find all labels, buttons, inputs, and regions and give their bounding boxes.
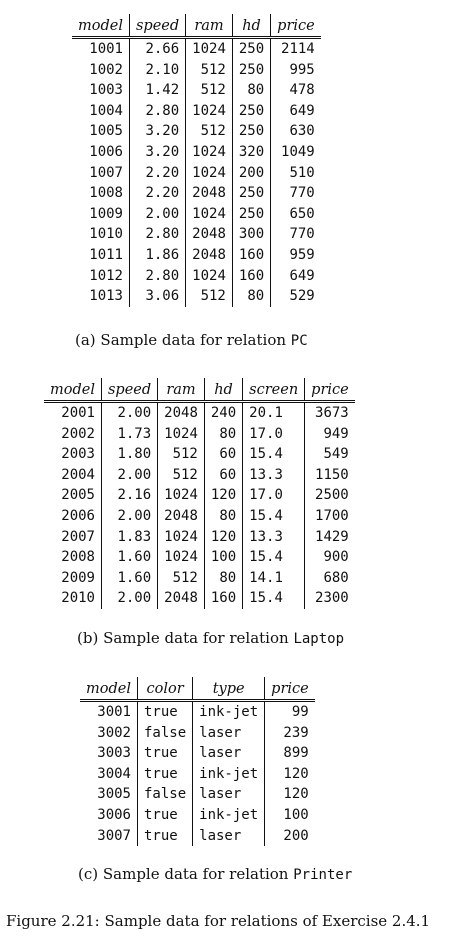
cell-ram: 1024	[158, 485, 205, 506]
cell-price: 2500	[305, 485, 355, 506]
column-header-color: color	[137, 677, 192, 701]
cell-speed: 2.80	[129, 224, 185, 245]
table-row	[72, 38, 321, 60]
cell-price: 478	[271, 80, 321, 101]
cell-model: 1006	[89, 143, 123, 160]
cell-ram: 512	[158, 465, 205, 486]
table-row	[80, 743, 315, 764]
cell-model: 1001	[89, 41, 123, 57]
cell-color: true	[137, 743, 192, 764]
cell-hd: 300	[232, 224, 270, 245]
cell-speed: 1.73	[101, 424, 157, 445]
cell-type: laser	[193, 784, 265, 805]
cell-price: 649	[271, 101, 321, 122]
cell-speed: 2.00	[101, 588, 157, 609]
laptop-table-block	[44, 378, 355, 609]
table-row	[72, 183, 321, 204]
table-row	[72, 286, 321, 307]
cell-price: 770	[271, 224, 321, 245]
table-row	[44, 402, 355, 424]
cell-model: 2010	[61, 590, 95, 607]
cell-ram: 512	[186, 121, 233, 142]
cell-price: 529	[271, 286, 321, 307]
column-header-hd: hd	[204, 378, 242, 402]
cell-hd: 160	[204, 588, 242, 609]
cell-price: 239	[265, 723, 315, 744]
cell-speed: 1.86	[129, 245, 185, 266]
cell-model: 2008	[61, 549, 95, 566]
table-row	[72, 204, 321, 225]
cell-hd: 250	[232, 60, 270, 81]
cell-model: 2001	[61, 405, 95, 421]
cell-hd: 60	[204, 444, 242, 465]
cell-model: 1007	[89, 164, 123, 181]
cell-price: 120	[265, 784, 315, 805]
cell-ram: 512	[158, 444, 205, 465]
cell-model: 1003	[89, 82, 123, 99]
cell-speed: 1.80	[101, 444, 157, 465]
cell-ram: 2048	[158, 506, 205, 527]
cell-price: 2114	[271, 38, 321, 60]
cell-speed: 2.66	[129, 38, 185, 60]
cell-model: 1004	[89, 102, 123, 119]
cell-price: 649	[271, 266, 321, 287]
cell-speed: 2.20	[129, 183, 185, 204]
cell-price: 995	[271, 60, 321, 81]
relation-name: PC	[290, 333, 308, 349]
printer-caption	[78, 865, 352, 883]
cell-price: 949	[305, 424, 355, 445]
table-row	[72, 224, 321, 245]
cell-price: 120	[265, 764, 315, 785]
cell-color: false	[137, 723, 192, 744]
cell-speed: 2.00	[101, 465, 157, 486]
cell-ram: 1024	[158, 424, 205, 445]
table-row	[80, 723, 315, 744]
cell-speed: 2.00	[129, 204, 185, 225]
cell-hd: 80	[232, 286, 270, 307]
cell-model: 2004	[61, 466, 95, 483]
cell-price: 200	[265, 826, 315, 847]
caption-text: (b) Sample data for relation	[77, 629, 294, 647]
cell-hd: 250	[232, 204, 270, 225]
cell-price: 1700	[305, 506, 355, 527]
table-header-row	[80, 677, 315, 701]
caption-text: (a) Sample data for relation	[75, 331, 291, 349]
cell-type: laser	[193, 723, 265, 744]
relation-name: Printer	[293, 867, 353, 883]
cell-hd: 60	[204, 465, 242, 486]
cell-speed: 2.10	[129, 60, 185, 81]
cell-hd: 320	[232, 142, 270, 163]
relation-name: Laptop	[293, 631, 345, 647]
table-row	[44, 547, 355, 568]
pc-table-block	[72, 14, 321, 307]
cell-hd: 120	[204, 527, 242, 548]
column-header-speed: speed	[101, 378, 157, 402]
cell-price: 100	[265, 805, 315, 826]
table-row	[80, 784, 315, 805]
column-header-model: model	[78, 18, 123, 34]
cell-model: 2007	[61, 528, 95, 545]
column-header-model: model	[86, 681, 131, 697]
cell-screen: 15.4	[243, 547, 305, 568]
table-row	[72, 121, 321, 142]
cell-color: true	[137, 701, 192, 723]
cell-ram: 1024	[186, 163, 233, 184]
cell-hd: 240	[204, 402, 242, 424]
cell-hd: 250	[232, 121, 270, 142]
cell-price: 770	[271, 183, 321, 204]
cell-speed: 2.00	[101, 402, 157, 424]
cell-screen: 17.0	[243, 485, 305, 506]
cell-screen: 17.0	[243, 424, 305, 445]
laptop-caption	[77, 629, 344, 647]
cell-price: 630	[271, 121, 321, 142]
cell-model: 1011	[89, 246, 123, 263]
printer-table	[80, 677, 315, 846]
column-header-price: price	[265, 677, 315, 701]
cell-model: 2009	[61, 569, 95, 586]
cell-hd: 80	[204, 424, 242, 445]
cell-price: 959	[271, 245, 321, 266]
cell-model: 1012	[89, 267, 123, 284]
cell-ram: 512	[186, 60, 233, 81]
cell-type: ink-jet	[193, 701, 265, 723]
table-row	[44, 527, 355, 548]
cell-ram: 2048	[158, 402, 205, 424]
cell-hd: 80	[204, 506, 242, 527]
cell-screen: 14.1	[243, 568, 305, 589]
pc-table	[72, 14, 321, 307]
cell-model: 3002	[97, 724, 131, 741]
cell-hd: 160	[232, 266, 270, 287]
cell-hd: 250	[232, 183, 270, 204]
column-header-screen: screen	[243, 378, 305, 402]
cell-model: 1002	[89, 61, 123, 78]
table-row	[72, 80, 321, 101]
cell-type: ink-jet	[193, 805, 265, 826]
column-header-type: type	[193, 677, 265, 701]
cell-color: true	[137, 805, 192, 826]
table-header-row	[72, 14, 321, 38]
cell-speed: 3.20	[129, 121, 185, 142]
cell-model: 3001	[97, 704, 131, 720]
table-row	[72, 60, 321, 81]
cell-hd: 80	[204, 568, 242, 589]
cell-model: 3003	[97, 745, 131, 762]
cell-price: 2300	[305, 588, 355, 609]
cell-model: 3005	[97, 786, 131, 803]
cell-ram: 1024	[186, 38, 233, 60]
cell-screen: 20.1	[243, 402, 305, 424]
cell-speed: 2.00	[101, 506, 157, 527]
table-row	[80, 701, 315, 723]
table-row	[72, 101, 321, 122]
table-row	[44, 568, 355, 589]
cell-price: 680	[305, 568, 355, 589]
cell-speed: 1.60	[101, 547, 157, 568]
cell-speed: 3.06	[129, 286, 185, 307]
cell-hd: 160	[232, 245, 270, 266]
column-header-price: price	[271, 14, 321, 38]
cell-ram: 512	[158, 568, 205, 589]
table-row	[72, 245, 321, 266]
table-row	[44, 506, 355, 527]
cell-speed: 1.60	[101, 568, 157, 589]
cell-speed: 2.20	[129, 163, 185, 184]
column-header-price: price	[305, 378, 355, 402]
column-header-model: model	[50, 382, 95, 398]
cell-color: true	[137, 826, 192, 847]
cell-ram: 1024	[158, 547, 205, 568]
cell-ram: 1024	[158, 527, 205, 548]
cell-hd: 250	[232, 101, 270, 122]
cell-ram: 2048	[158, 588, 205, 609]
cell-price: 900	[305, 547, 355, 568]
cell-type: laser	[193, 743, 265, 764]
cell-model: 3004	[97, 765, 131, 782]
table-header-row	[44, 378, 355, 402]
cell-color: false	[137, 784, 192, 805]
caption-text: (c) Sample data for relation	[78, 865, 294, 883]
cell-ram: 1024	[186, 142, 233, 163]
cell-model: 2006	[61, 507, 95, 524]
printer-table-block	[80, 677, 315, 846]
cell-model: 1008	[89, 185, 123, 202]
laptop-table	[44, 378, 355, 609]
cell-model: 1005	[89, 123, 123, 140]
table-row	[72, 163, 321, 184]
column-header-ram: ram	[158, 378, 205, 402]
table-row	[80, 805, 315, 826]
cell-model: 2005	[61, 487, 95, 504]
cell-ram: 1024	[186, 101, 233, 122]
cell-hd: 200	[232, 163, 270, 184]
cell-price: 650	[271, 204, 321, 225]
cell-hd: 250	[232, 38, 270, 60]
cell-ram: 512	[186, 80, 233, 101]
column-header-ram: ram	[186, 14, 233, 38]
cell-speed: 2.80	[129, 101, 185, 122]
cell-price: 510	[271, 163, 321, 184]
cell-ram: 1024	[186, 204, 233, 225]
cell-model: 3006	[97, 806, 131, 823]
column-header-hd: hd	[232, 14, 270, 38]
cell-ram: 2048	[186, 183, 233, 204]
cell-price: 549	[305, 444, 355, 465]
cell-model: 3007	[97, 827, 131, 844]
cell-price: 1150	[305, 465, 355, 486]
table-row	[80, 826, 315, 847]
cell-ram: 1024	[186, 266, 233, 287]
table-row	[72, 142, 321, 163]
cell-price: 1429	[305, 527, 355, 548]
cell-color: true	[137, 764, 192, 785]
column-header-speed: speed	[129, 14, 185, 38]
cell-price: 99	[265, 701, 315, 723]
table-row	[80, 764, 315, 785]
cell-screen: 15.4	[243, 506, 305, 527]
cell-model: 1010	[89, 226, 123, 243]
cell-model: 1013	[89, 288, 123, 305]
cell-price: 899	[265, 743, 315, 764]
cell-ram: 512	[186, 286, 233, 307]
cell-price: 3673	[305, 402, 355, 424]
cell-hd: 120	[204, 485, 242, 506]
cell-type: ink-jet	[193, 764, 265, 785]
pc-caption	[75, 331, 308, 349]
cell-screen: 15.4	[243, 444, 305, 465]
cell-speed: 1.42	[129, 80, 185, 101]
cell-screen: 13.3	[243, 465, 305, 486]
cell-ram: 2048	[186, 245, 233, 266]
cell-hd: 80	[232, 80, 270, 101]
table-row	[44, 424, 355, 445]
cell-speed: 2.16	[101, 485, 157, 506]
cell-ram: 2048	[186, 224, 233, 245]
cell-type: laser	[193, 826, 265, 847]
table-row	[44, 444, 355, 465]
table-row	[44, 588, 355, 609]
cell-hd: 100	[204, 547, 242, 568]
cell-screen: 13.3	[243, 527, 305, 548]
cell-speed: 1.83	[101, 527, 157, 548]
cell-model: 2003	[61, 446, 95, 463]
table-row	[44, 465, 355, 486]
cell-speed: 3.20	[129, 142, 185, 163]
cell-model: 1009	[89, 205, 123, 222]
table-row	[44, 485, 355, 506]
cell-screen: 15.4	[243, 588, 305, 609]
table-row	[72, 266, 321, 287]
cell-speed: 2.80	[129, 266, 185, 287]
figure-caption: Figure 2.21: Sample data for relations of Exercise 2.4.1	[6, 912, 431, 930]
cell-price: 1049	[271, 142, 321, 163]
cell-model: 2002	[61, 425, 95, 442]
